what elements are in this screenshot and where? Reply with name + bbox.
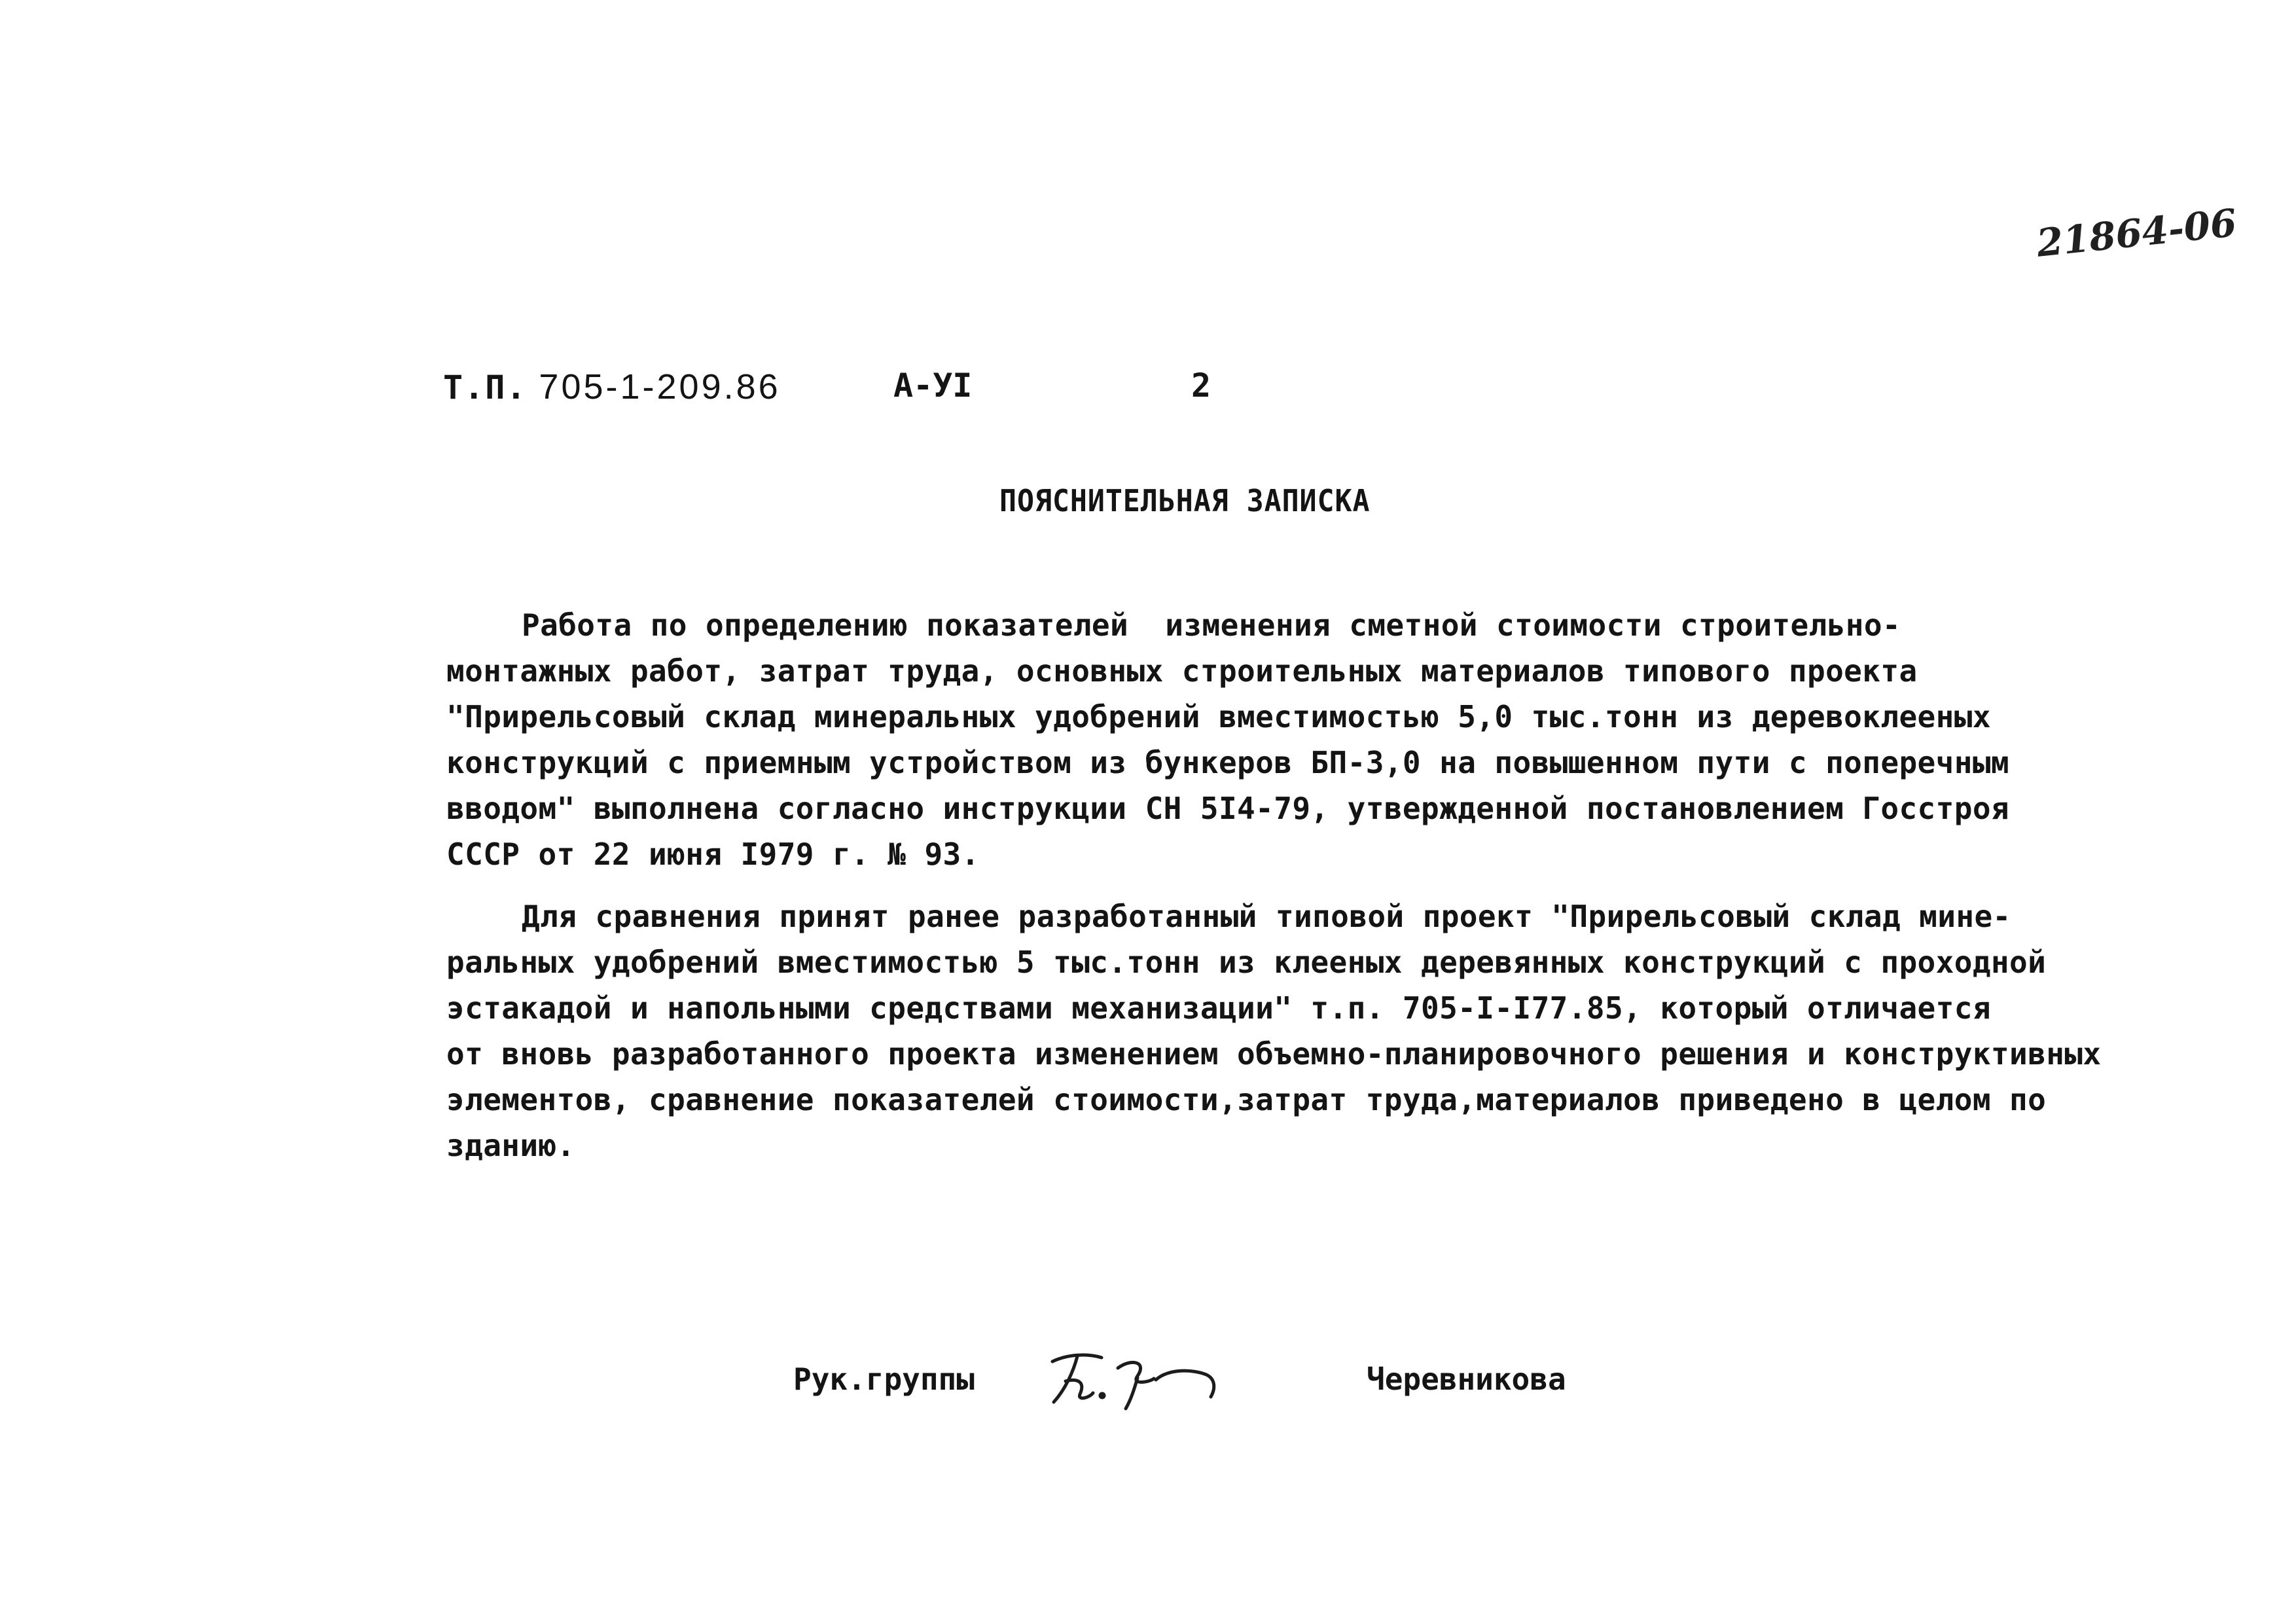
paragraph-2-line: эстакадой и напольными средствами механизации" т.п. 705-I-I77.85, который отличается [446,990,1991,1026]
paragraph-1-line: "Прирельсовый склад минеральных удобрений вместимостью 5,0 тыс.тонн из деревоклееных [446,699,1991,734]
handwritten-signature [1039,1342,1236,1414]
paragraph-2-line: зданию. [446,1128,575,1163]
paragraph-2-line: ральных удобрений вместимостью 5 тыс.тонн из клееных деревянных конструкций с проходной [446,945,2047,980]
document-code [443,367,781,407]
paragraph-2-line: элементов, сравнение показателей стоимости,затрат труда,материалов приведено в целом по [446,1082,2047,1117]
sheet-label: А-УI [893,367,973,405]
document-code-number: 705-1-209.86 [539,367,781,406]
document-code-prefix: Т.П. [443,369,528,406]
page-number: 2 [1191,367,1211,405]
paragraph-1-line: СССР от 22 июня I979 г. № 93. [446,837,980,872]
paragraph-1-line: Работа по определению показателей изменения сметной стоимости строительно- [522,607,1901,643]
signer-name: Черевникова [1367,1362,1566,1397]
paragraph-2-line: от вновь разработанного проекта изменением объемно-планировочного решения и конструктивных [446,1036,2102,1072]
signature-role: Рук.группы [793,1362,975,1397]
paragraph-1-line: вводом" выполнена согласно инструкции СН 5I4-79, утвержденной постановлением Госстроя [446,791,2010,826]
paragraph-2-line: Для сравнения принят ранее разработанный типовой проект "Прирельсовый склад мине- [522,899,2011,934]
note-title: ПОЯСНИТЕЛЬНАЯ ЗАПИСКА [999,483,1371,518]
paragraph-1-line: конструкций с приемным устройством из бункеров БП-3,0 на повышенном пути с поперечным [446,745,2010,780]
archive-number: 21864-06 [2034,200,2239,266]
paragraph-1-line: монтажных работ, затрат труда, основных строительных материалов типового проекта [446,653,1918,689]
